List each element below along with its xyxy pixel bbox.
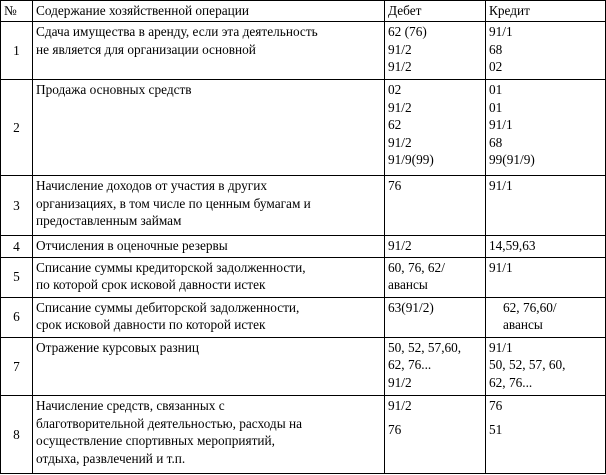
- table-row: [1, 257, 606, 297]
- kredit-account: 91/1: [489, 24, 513, 39]
- kredit-account: 51: [489, 421, 503, 437]
- kredit-account: 68: [489, 134, 503, 150]
- row-number: 2: [1, 80, 33, 176]
- debet-account: авансы: [388, 277, 428, 293]
- debet-account: 76: [388, 421, 402, 437]
- debet-account: 91/2: [388, 41, 412, 57]
- debet-cell: [385, 337, 486, 395]
- content-line: отдыха, развлечений и т.п.: [36, 450, 186, 466]
- kredit-account: 76: [489, 398, 503, 414]
- header-row: [1, 1, 606, 22]
- operation-content: [33, 337, 385, 395]
- content-line: благотворительной деятельностью, расходы на: [36, 415, 302, 431]
- debet-cell: [385, 257, 486, 297]
- kredit-cell: [486, 80, 606, 176]
- kredit-cell: [486, 176, 606, 236]
- debet-account: 76: [388, 178, 402, 194]
- kredit-cell: [486, 396, 606, 474]
- content-line: организациях, в том числе по ценным бумагам и: [36, 195, 311, 211]
- content-line: по которой срок исковой давности истек: [36, 277, 266, 293]
- kredit-account: авансы: [503, 317, 543, 333]
- content-line: осуществление спортивных мероприятий,: [36, 433, 275, 449]
- operation-content: [33, 176, 385, 236]
- content-line: срок исковой давности по которой истек: [36, 317, 266, 333]
- table-row: [1, 80, 606, 176]
- content-line: Начисление средств, связанных с: [36, 398, 225, 414]
- header-kredit: Кредит: [486, 1, 606, 22]
- header-content: Содержание хозяйственной операции: [33, 1, 385, 22]
- table-row: [1, 396, 606, 474]
- debet-account: 62: [388, 117, 402, 133]
- kredit-account: 62, 76,60/: [503, 299, 557, 315]
- kredit-account: 99(91/9): [489, 152, 535, 168]
- debet-cell: [385, 396, 486, 474]
- kredit-cell: [486, 337, 606, 395]
- debet-account: 63(91/2): [388, 299, 434, 315]
- content-line: Отражение курсовых разниц: [36, 339, 199, 355]
- debet-account: 91/9(99): [388, 152, 434, 168]
- content-line: не является для организации основной: [36, 41, 256, 57]
- kredit-account: 14,59,63: [489, 238, 536, 254]
- operation-content: [33, 297, 385, 337]
- row-number: 1: [1, 22, 33, 80]
- table-row: [1, 236, 606, 258]
- debet-account: 91/2: [388, 374, 412, 390]
- content-line: Сдача имущества в аренду, если эта деятельность: [36, 24, 318, 39]
- debet-cell: [385, 22, 486, 80]
- debet-account: 62, 76...: [388, 357, 432, 373]
- row-number: 7: [1, 337, 33, 395]
- table-row: [1, 297, 606, 337]
- row-number: 5: [1, 257, 33, 297]
- debet-account: 91/2: [388, 59, 412, 74]
- kredit-account: 91/1: [489, 339, 513, 355]
- kredit-account: 01: [489, 99, 503, 115]
- table-row: [1, 22, 606, 80]
- operation-content: [33, 257, 385, 297]
- kredit-account: 62, 76...: [489, 374, 533, 390]
- content-line: Отчисления в оценочные резервы: [36, 238, 228, 254]
- kredit-account: 68: [489, 41, 503, 57]
- kredit-account: 50, 52, 57, 60,: [489, 357, 566, 373]
- content-line: Списание суммы кредиторской задолженности,: [36, 259, 306, 275]
- content-line: Продажа основных средств: [36, 82, 192, 98]
- debet-account: 91/2: [388, 99, 412, 115]
- kredit-account: 02: [489, 59, 503, 74]
- table-row: [1, 176, 606, 236]
- kredit-cell: [486, 297, 606, 337]
- table-row: [1, 337, 606, 395]
- debet-cell: [385, 297, 486, 337]
- kredit-cell: [486, 257, 606, 297]
- debet-account: 91/2: [388, 238, 412, 254]
- content-line: Списание суммы дебиторской задолженности,: [36, 299, 300, 315]
- kredit-cell: [486, 236, 606, 258]
- debet-account: 91/2: [388, 398, 412, 414]
- kredit-account: 91/1: [489, 178, 513, 194]
- row-number: 6: [1, 297, 33, 337]
- kredit-cell: [486, 22, 606, 80]
- debet-account: 02: [388, 82, 402, 98]
- kredit-account: 91/1: [489, 117, 513, 133]
- row-number: 3: [1, 176, 33, 236]
- debet-account: 60, 76, 62/: [388, 259, 445, 275]
- kredit-account: 91/1: [489, 259, 513, 275]
- debet-account: 50, 52, 57,60,: [388, 339, 462, 355]
- row-number: 8: [1, 396, 33, 474]
- content-line: предоставленным займам: [36, 213, 182, 229]
- operation-content: [33, 80, 385, 176]
- kredit-account: 01: [489, 82, 503, 98]
- operation-content: [33, 236, 385, 258]
- operation-content: [33, 22, 385, 80]
- debet-cell: [385, 80, 486, 176]
- debet-account: 62 (76): [388, 24, 427, 39]
- debet-cell: [385, 236, 486, 258]
- debet-account: 91/2: [388, 134, 412, 150]
- operation-content: [33, 396, 385, 474]
- row-number: 4: [1, 236, 33, 258]
- content-line: Начисление доходов от участия в других: [36, 178, 268, 194]
- header-num: №: [1, 1, 33, 22]
- debet-cell: [385, 176, 486, 236]
- header-debet: Дебет: [385, 1, 486, 22]
